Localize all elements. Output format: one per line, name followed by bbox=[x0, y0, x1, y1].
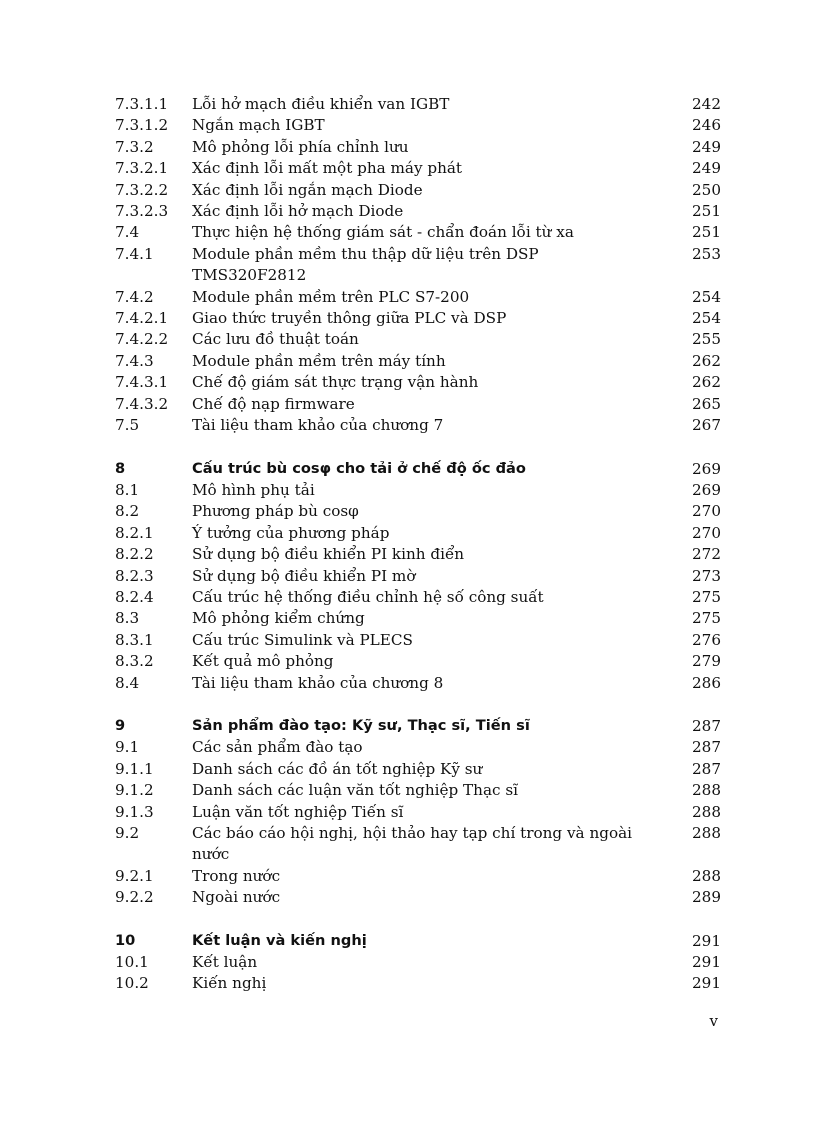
page-number: 253 bbox=[692, 244, 721, 263]
page-number: 270 bbox=[692, 523, 721, 542]
section-title: Xác định lỗi ngắn mạch Diode bbox=[192, 180, 423, 199]
section-number: 7.3.2.1 bbox=[115, 159, 169, 178]
page-number: 251 bbox=[692, 202, 721, 221]
page-number: 250 bbox=[692, 180, 721, 199]
page-number: 288 bbox=[692, 824, 721, 842]
page-number: 291 bbox=[692, 931, 721, 950]
section-title: Ngoài nước bbox=[192, 888, 281, 907]
section-title: Sản phẩm đào tạo: Kỹ sư, Thạc sĩ, Tiến sĩ bbox=[192, 716, 530, 734]
section-number: 7.4.3.1 bbox=[115, 373, 169, 392]
section-number: 8.1 bbox=[115, 480, 140, 499]
page-number: 251 bbox=[692, 223, 721, 242]
toc-entry bbox=[115, 372, 721, 393]
page-number: 246 bbox=[692, 116, 721, 135]
table-of-contents bbox=[115, 94, 721, 995]
page-number: 289 bbox=[692, 888, 721, 907]
section-number: 8.2.4 bbox=[115, 587, 154, 606]
section-title: Các sản phẩm đào tạo bbox=[192, 738, 363, 757]
section-title: Ngắn mạch IGBT bbox=[192, 116, 325, 135]
section-number: 7.4.3.2 bbox=[115, 394, 169, 413]
page-number: 255 bbox=[692, 330, 721, 349]
section-title: Kết quả mô phỏng bbox=[192, 652, 334, 671]
page-number: 287 bbox=[692, 716, 721, 735]
toc-entry bbox=[115, 329, 721, 350]
section-title: Mô hình phụ tải bbox=[192, 480, 315, 499]
section-title: Các báo cáo hội nghị, hội thảo hay tạp chí trong và ngoài nước bbox=[192, 824, 632, 864]
section-number: 7.3.2.2 bbox=[115, 180, 169, 199]
toc-entry bbox=[115, 308, 721, 329]
section-number: 7.4.3 bbox=[115, 351, 154, 370]
section-number: 7.3.1.2 bbox=[115, 116, 169, 135]
page-number: 254 bbox=[692, 309, 721, 328]
section-title: Module phần mềm thu thập dữ liệu trên DSP TMS320F2812 bbox=[192, 244, 539, 285]
section-title: Cấu trúc bù cosφ cho tải ở chế độ ốc đảo bbox=[192, 459, 526, 477]
section-number: 8.2 bbox=[115, 502, 140, 521]
page-number: 291 bbox=[692, 974, 721, 993]
page-number: 288 bbox=[692, 866, 721, 885]
toc-entry bbox=[115, 244, 721, 287]
section-number: 8.2.2 bbox=[115, 545, 154, 564]
section-title: Chế độ nạp firmware bbox=[192, 394, 355, 413]
toc-chapter-entry bbox=[115, 715, 721, 737]
toc-entry bbox=[115, 866, 721, 887]
section-number: 10.1 bbox=[115, 953, 149, 972]
page-number: 262 bbox=[692, 373, 721, 392]
toc-entry bbox=[115, 94, 721, 115]
page-number: 262 bbox=[692, 351, 721, 370]
toc-entry bbox=[115, 780, 721, 801]
section-title: Tài liệu tham khảo của chương 7 bbox=[192, 416, 444, 435]
toc-entry bbox=[115, 501, 721, 522]
page-number: 275 bbox=[692, 609, 721, 628]
toc-entry bbox=[115, 351, 721, 372]
section-number: 9.1.1 bbox=[115, 759, 154, 778]
toc-entry bbox=[115, 887, 721, 908]
section-number: 10 bbox=[115, 931, 136, 949]
section-title: Xác định lỗi mất một pha máy phát bbox=[192, 159, 463, 178]
toc-entry bbox=[115, 952, 721, 973]
section-number: 7.3.1.1 bbox=[115, 95, 169, 113]
section-number: 7.4.2.1 bbox=[115, 309, 169, 328]
section-number: 9.1 bbox=[115, 738, 140, 757]
section-title: Module phần mềm trên PLC S7-200 bbox=[192, 287, 470, 306]
page-number: 249 bbox=[692, 137, 721, 156]
toc-entry bbox=[115, 608, 721, 629]
page-number: 269 bbox=[692, 480, 721, 499]
toc-entry bbox=[115, 802, 721, 823]
section-title: Danh sách các luận văn tốt nghiệp Thạc sĩ bbox=[192, 781, 518, 800]
section-number: 7.5 bbox=[115, 416, 140, 435]
toc-entry bbox=[115, 759, 721, 780]
page-number: 265 bbox=[692, 394, 721, 413]
toc-entry bbox=[115, 158, 721, 179]
section-title: Kết luận bbox=[192, 953, 258, 972]
section-title: Lỗi hở mạch điều khiển van IGBT bbox=[192, 95, 450, 113]
toc-entry bbox=[115, 222, 721, 243]
section-number: 8.3.1 bbox=[115, 630, 154, 649]
page-number: 269 bbox=[692, 459, 721, 478]
section-number: 7.4.2 bbox=[115, 287, 154, 306]
page-number: 279 bbox=[692, 652, 721, 671]
toc-entry bbox=[115, 587, 721, 608]
page-number: 249 bbox=[692, 159, 721, 178]
section-number: 7.3.2 bbox=[115, 137, 154, 156]
toc-entry bbox=[115, 201, 721, 222]
section-title: Kết luận và kiến nghị bbox=[192, 931, 367, 949]
toc-entry bbox=[115, 823, 721, 866]
page-number: 242 bbox=[692, 95, 721, 113]
toc-entry bbox=[115, 115, 721, 136]
toc-chapter-entry bbox=[115, 930, 721, 952]
section-title: Phương pháp bù cosφ bbox=[192, 502, 359, 521]
section-number: 7.4 bbox=[115, 223, 140, 242]
toc-entry bbox=[115, 544, 721, 565]
page-folio: v bbox=[709, 1012, 718, 1030]
section-title: Cấu trúc hệ thống điều chỉnh hệ số công suất bbox=[192, 587, 544, 606]
section-number: 8.3.2 bbox=[115, 652, 154, 671]
toc-entry bbox=[115, 651, 721, 672]
toc-entry bbox=[115, 566, 721, 587]
page-number: 287 bbox=[692, 759, 721, 778]
page-number: 254 bbox=[692, 287, 721, 306]
section-title: Module phần mềm trên máy tính bbox=[192, 351, 446, 370]
section-number: 9.1.3 bbox=[115, 802, 154, 821]
page-number: 273 bbox=[692, 566, 721, 585]
section-number: 9.1.2 bbox=[115, 781, 154, 800]
section-number: 9.2 bbox=[115, 824, 140, 842]
section-title: Trong nước bbox=[192, 866, 281, 885]
toc-chapter-entry bbox=[115, 458, 721, 480]
toc-entry bbox=[115, 630, 721, 651]
section-number: 9.2.2 bbox=[115, 888, 154, 907]
section-title: Kiến nghị bbox=[192, 974, 267, 993]
toc-entry bbox=[115, 137, 721, 158]
section-title: Thực hiện hệ thống giám sát - chẩn đoán lỗi từ xa bbox=[192, 223, 574, 242]
page-number: 267 bbox=[692, 416, 721, 435]
section-title: Chế độ giám sát thực trạng vận hành bbox=[192, 373, 479, 392]
section-title: Xác định lỗi hở mạch Diode bbox=[192, 202, 404, 221]
section-number: 9.2.1 bbox=[115, 866, 154, 885]
page-number: 275 bbox=[692, 587, 721, 606]
toc-entry bbox=[115, 180, 721, 201]
toc-entry bbox=[115, 737, 721, 758]
section-number: 8.2.3 bbox=[115, 566, 154, 585]
page-number: 276 bbox=[692, 630, 721, 649]
toc-entry bbox=[115, 973, 721, 994]
section-title: Ý tưởng của phương pháp bbox=[192, 523, 390, 542]
section-title: Giao thức truyền thông giữa PLC và DSP bbox=[192, 309, 507, 328]
page-number: 288 bbox=[692, 781, 721, 800]
toc-entry bbox=[115, 415, 721, 436]
section-title: Danh sách các đồ án tốt nghiệp Kỹ sư bbox=[192, 759, 483, 778]
section-title: Tài liệu tham khảo của chương 8 bbox=[192, 673, 444, 692]
toc-entry bbox=[115, 673, 721, 694]
section-title: Cấu trúc Simulink và PLECS bbox=[192, 630, 413, 649]
section-title: Các lưu đồ thuật toán bbox=[192, 330, 359, 349]
page-number: 287 bbox=[692, 738, 721, 757]
section-number: 7.3.2.3 bbox=[115, 202, 169, 221]
toc-entry bbox=[115, 394, 721, 415]
toc-entry bbox=[115, 480, 721, 501]
section-title: Sử dụng bộ điều khiển PI kinh điển bbox=[192, 545, 465, 564]
section-title: Mô phỏng kiểm chứng bbox=[192, 609, 365, 628]
page-number: 272 bbox=[692, 545, 721, 564]
section-number: 8.4 bbox=[115, 673, 140, 692]
page-number: 270 bbox=[692, 502, 721, 521]
page-number: 291 bbox=[692, 953, 721, 972]
section-number: 8 bbox=[115, 459, 126, 477]
section-title: Luận văn tốt nghiệp Tiến sĩ bbox=[192, 802, 404, 821]
section-number: 9 bbox=[115, 716, 126, 734]
section-number: 7.4.2.2 bbox=[115, 330, 169, 349]
section-number: 8.3 bbox=[115, 609, 140, 628]
toc-entry bbox=[115, 287, 721, 308]
section-title: Sử dụng bộ điều khiển PI mờ bbox=[192, 566, 416, 585]
section-number: 10.2 bbox=[115, 974, 149, 993]
toc-entry bbox=[115, 523, 721, 544]
section-number: 7.4.1 bbox=[115, 244, 154, 263]
page-number: 288 bbox=[692, 802, 721, 821]
page-number: 286 bbox=[692, 673, 721, 692]
section-title: Mô phỏng lỗi phía chỉnh lưu bbox=[192, 137, 409, 156]
section-number: 8.2.1 bbox=[115, 523, 154, 542]
